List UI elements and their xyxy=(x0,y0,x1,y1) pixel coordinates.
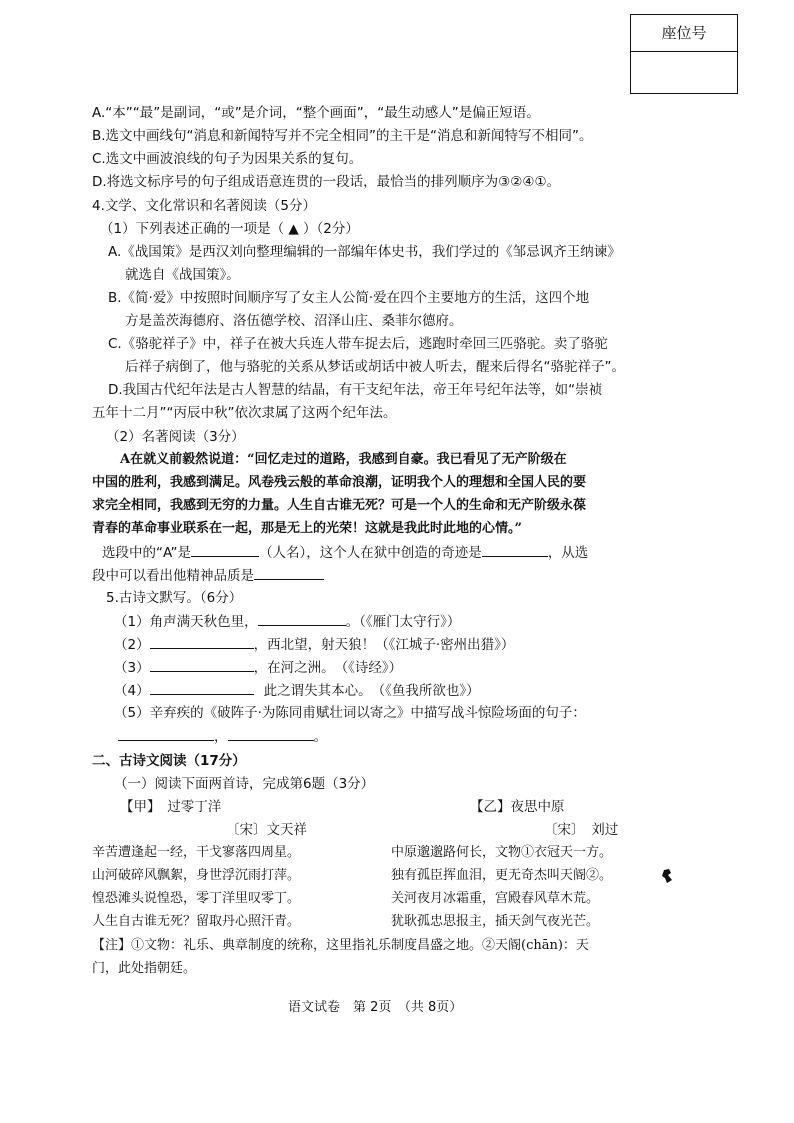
quote-line-1: A在就义前毅然说道：“回忆走过的道路，我感到自豪。我已看见了无产阶级在 xyxy=(120,452,567,467)
answer-blank-name[interactable] xyxy=(191,542,259,557)
q5-4-num: （4） xyxy=(114,683,150,699)
question-4-2: （2）名著阅读（3分） xyxy=(106,429,245,445)
q5-5-answer-line xyxy=(118,726,327,747)
q4-1-option-b-line1: B.《简·爱》中按照时间顺序写了女主人公简·爱在四个主要地方的生活，这四个地 xyxy=(108,290,590,306)
answer-blank-q5-2[interactable] xyxy=(150,634,254,649)
quote-line-4: 青春的革命事业联系在一起，那是无上的光荣！这就是我此时此地的心情。” xyxy=(92,521,522,536)
answer-blank-q5-5a[interactable] xyxy=(118,726,214,741)
q4-1-option-d-line1: D.我国古代纪年法是古人智慧的结晶，有干支纪年法，帝王年号纪年法等，如“崇祯 xyxy=(108,382,603,398)
q5-1 xyxy=(114,611,460,632)
answer-blank-miracle[interactable] xyxy=(482,542,548,557)
fill-text-2: （人名），这个人在狱中创造的奇迹是 xyxy=(259,545,482,561)
note-line-2: 门，此处指朝廷。 xyxy=(92,961,197,976)
poem-a-line-2: 山河破碎风飘絮，身世浮沉雨打萍。 xyxy=(92,868,301,883)
q5-1-text: （1）角声满天秋色里， xyxy=(114,614,258,630)
q4-1-option-b-line2: 方是盖茨海德府、洛伍德学校、沼泽山庄、桑菲尔德府。 xyxy=(125,313,463,329)
question-5-heading: 5.古诗文默写。（6分） xyxy=(106,590,243,606)
q5-2-text: ，西北望，射天狼！（《江城子·密州出猎》） xyxy=(253,637,515,653)
quote-line-2: 中国的胜利，我感到满足。风卷残云般的革命浪潮，证明我个人的理想和全国人民的要 xyxy=(92,475,587,490)
q5-5-period: 。 xyxy=(313,729,327,745)
poem-a-line-3: 惶恐滩头说惶恐，零丁洋里叹零丁。 xyxy=(92,891,301,906)
q4-1-option-a-line1: A.《战国策》是西汉刘向整理编辑的一部编年体史书，我们学过的《邹忌讽齐王纳谏》 xyxy=(108,244,621,260)
poem-b-author: 〔宋〕 刘过 xyxy=(544,822,619,838)
q5-1-source: 。（《雁门太守行》） xyxy=(345,614,461,630)
fill-text-3: ，从选 xyxy=(547,545,589,561)
q4-1-option-a-line2: 就选自《战国策》。 xyxy=(125,267,240,283)
answer-blank-q5-1[interactable] xyxy=(258,611,346,626)
section-2-part-1: （一）阅读下面两首诗，完成第6题（3分） xyxy=(114,776,375,792)
answer-blank-quality[interactable] xyxy=(254,565,324,580)
poem-a-title: 【甲】 过零丁洋 xyxy=(120,799,222,815)
poem-a-line-4: 人生自古谁无死？留取丹心照汗青。 xyxy=(92,914,301,929)
q5-3-text: ，在河之洲。 （《诗经》） xyxy=(253,660,403,676)
answer-blank-q5-3[interactable] xyxy=(150,657,254,672)
q5-3-num: （3） xyxy=(114,660,150,676)
option-a: A.“本”“最”是副词，“或”是介词，“整个画面”，“最生动感人”是偏正短语。 xyxy=(92,105,540,121)
q5-5: （5）辛弃疾的《破阵子·为陈同甫赋壮词以寄之》中描写战斗惊险场面的句子： xyxy=(114,705,586,721)
q4-1-option-c-line2: 后祥子病倒了，他与骆驼的关系从梦话或胡话中被人听去，醒来后得名“骆驼祥子”。 xyxy=(125,359,625,375)
poem-b-title: 【乙】夜思中原 xyxy=(470,799,565,815)
section-2-heading: 二、古诗文阅读（17分） xyxy=(92,753,246,769)
q5-2-num: （2） xyxy=(114,637,150,653)
fill-in-line-1 xyxy=(102,542,588,563)
poem-b-line-3: 关河夜月冰霜重，宫殿春风草木荒。 xyxy=(391,891,600,906)
seat-number-label: 座位号 xyxy=(631,15,737,52)
q5-4 xyxy=(114,680,480,701)
poem-b-line-1: 中原邈邈路何长，文物①衣冠天一方。 xyxy=(391,845,613,860)
quote-line-3: 求完全相同，我感到无穷的力量。人生自古谁无死？可是一个人的生命和无产阶级永葆 xyxy=(92,498,587,513)
answer-blank-q5-5b[interactable] xyxy=(228,726,314,741)
answer-blank-q5-4[interactable] xyxy=(150,680,254,695)
q4-1-option-d-line2: 五年十二月”“丙辰中秋”依次隶属了这两个纪年法。 xyxy=(92,405,397,421)
poem-b-line-4: 犹耿孤忠思报主，插天剑气夜光芒。 xyxy=(391,914,600,929)
fill-text-4: 段中可以看出他精神品质是 xyxy=(92,568,254,584)
option-b: B.选文中画线句“消息和新闻特写并不完全相同”的主干是“消息和新闻特写不相同”。 xyxy=(92,128,593,144)
option-d: D.将选文标序号的句子组成语意连贯的一段话，最恰当的排列顺序为③②④①。 xyxy=(92,174,561,190)
poem-b-line-2: 独有孤臣挥血泪，更无奇杰叫天阍②。 xyxy=(391,868,613,883)
seat-number-box xyxy=(630,14,738,94)
fill-text-1: 选段中的“A”是 xyxy=(102,545,192,561)
note-line-1: 【注】①文物：礼乐、典章制度的统称，这里指礼乐制度昌盛之地。②天阍(chān)：天 xyxy=(92,938,589,953)
q5-3 xyxy=(114,657,402,678)
fill-in-line-2 xyxy=(92,565,324,586)
q5-4-text: 此之谓失其本心。 （《鱼我所欲也》） xyxy=(263,683,480,699)
question-4-1: （1）下列表述正确的一项是（ ▲ ）（2分） xyxy=(100,221,359,237)
page-footer: 语文试卷 第 2页 （共 8页） xyxy=(288,1000,463,1015)
q5-5-comma: ， xyxy=(214,729,228,745)
q4-1-option-c-line1: C.《骆驼祥子》中，祥子在被大兵连人带车捉去后，逃跑时牵回三匹骆驼。卖了骆驼 xyxy=(108,336,608,352)
q5-2 xyxy=(114,634,514,655)
poem-a-line-1: 辛苦遭逢起一经，干戈寥落四周星。 xyxy=(92,845,301,860)
option-c: C.选文中画波浪线的句子为因果关系的复句。 xyxy=(92,151,363,167)
ink-blot-mark xyxy=(661,868,673,884)
question-4-heading: 4.文学、文化常识和名著阅读（5分） xyxy=(92,198,316,214)
poem-a-author: 〔宋〕文天祥 xyxy=(226,822,307,838)
